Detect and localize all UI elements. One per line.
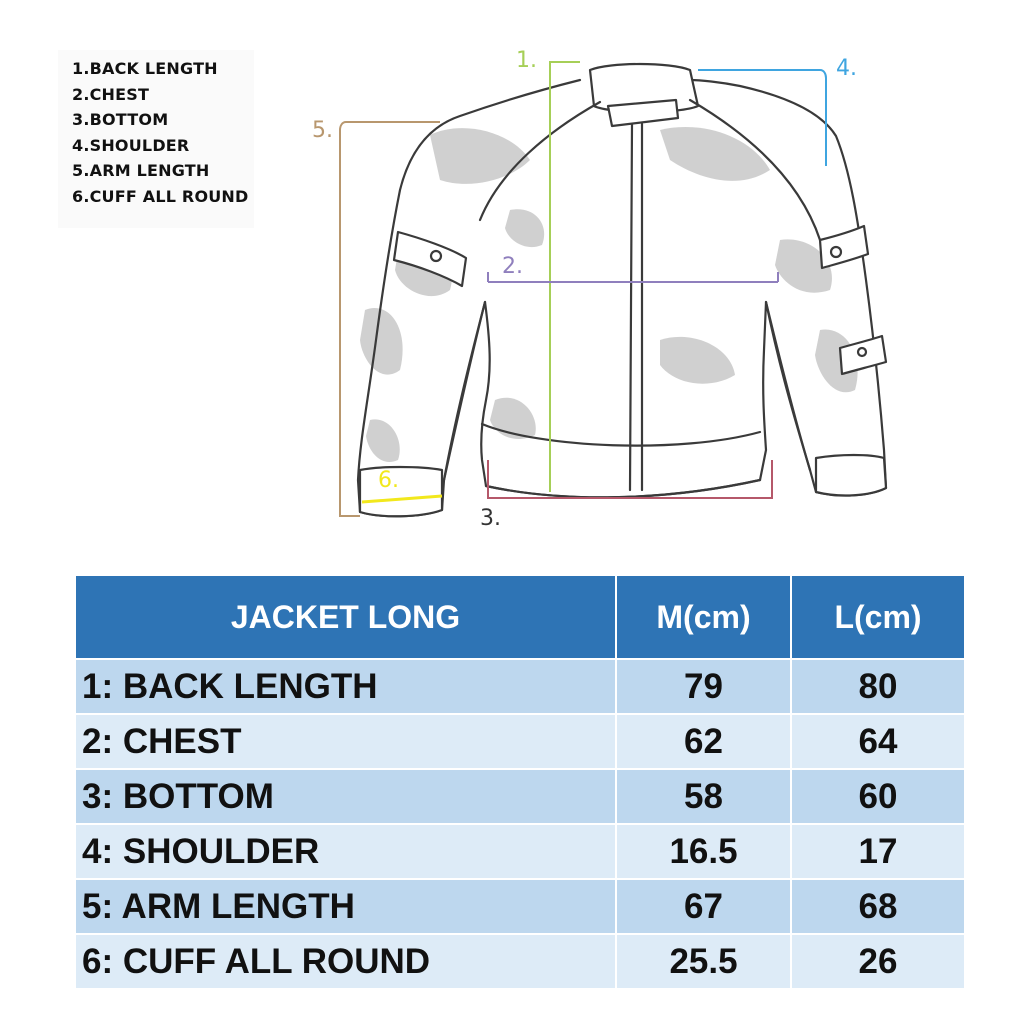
header-size-l: L(cm)	[791, 575, 965, 659]
table-header-row	[75, 575, 965, 659]
header-size-m: M(cm)	[616, 575, 791, 659]
callout-shoulder: 4.	[836, 56, 857, 81]
callout-cuff: 6.	[378, 468, 399, 493]
row-label: 1: BACK LENGTH	[75, 659, 616, 714]
callout-bottom: 3.	[480, 506, 501, 531]
header-jacket-long: JACKET LONG	[75, 575, 616, 659]
legend-item-arm-length: 5.ARM LENGTH	[72, 161, 210, 180]
row-value-m: 62	[616, 714, 791, 769]
legend-item-cuff: 6.CUFF ALL ROUND	[72, 186, 249, 206]
row-value-l: 60	[791, 769, 965, 824]
legend-item-chest: 2.CHEST	[72, 84, 150, 104]
callout-arm-length: 5.	[312, 118, 333, 143]
legend-list	[72, 56, 249, 209]
table-row	[75, 769, 965, 824]
row-value-l: 68	[791, 879, 965, 934]
row-label: 6: CUFF ALL ROUND	[75, 934, 616, 989]
row-value-m: 58	[616, 769, 791, 824]
row-value-m: 79	[616, 659, 791, 714]
jacket-body	[358, 80, 886, 516]
row-label: 5: ARM LENGTH	[75, 879, 616, 934]
legend-item-shoulder: 4.SHOULDER	[72, 135, 190, 155]
row-label: 3: BOTTOM	[75, 769, 616, 824]
table-row	[75, 824, 965, 879]
row-label: 4: SHOULDER	[75, 824, 616, 879]
callout-chest: 2.	[502, 254, 523, 279]
table-row	[75, 879, 965, 934]
legend-item-bottom: 3.BOTTOM	[72, 110, 169, 129]
callout-back-length: 1.	[516, 48, 537, 73]
legend-item-back-length: 1.BACK LENGTH	[72, 59, 218, 78]
row-value-l: 17	[791, 824, 965, 879]
row-value-m: 25.5	[616, 934, 791, 989]
size-table	[74, 574, 966, 990]
row-value-l: 26	[791, 934, 965, 989]
table-row	[75, 714, 965, 769]
jacket-measurement-diagram	[280, 40, 920, 540]
row-value-l: 64	[791, 714, 965, 769]
jacket-illustration	[280, 40, 920, 540]
left-cuff	[360, 467, 442, 516]
jacket-drawing	[358, 64, 886, 516]
table-row	[75, 659, 965, 714]
row-value-m: 16.5	[616, 824, 791, 879]
measurement-legend	[58, 50, 254, 228]
right-cuff	[816, 455, 886, 495]
table-row	[75, 934, 965, 989]
row-label: 2: CHEST	[75, 714, 616, 769]
row-value-l: 80	[791, 659, 965, 714]
row-value-m: 67	[616, 879, 791, 934]
